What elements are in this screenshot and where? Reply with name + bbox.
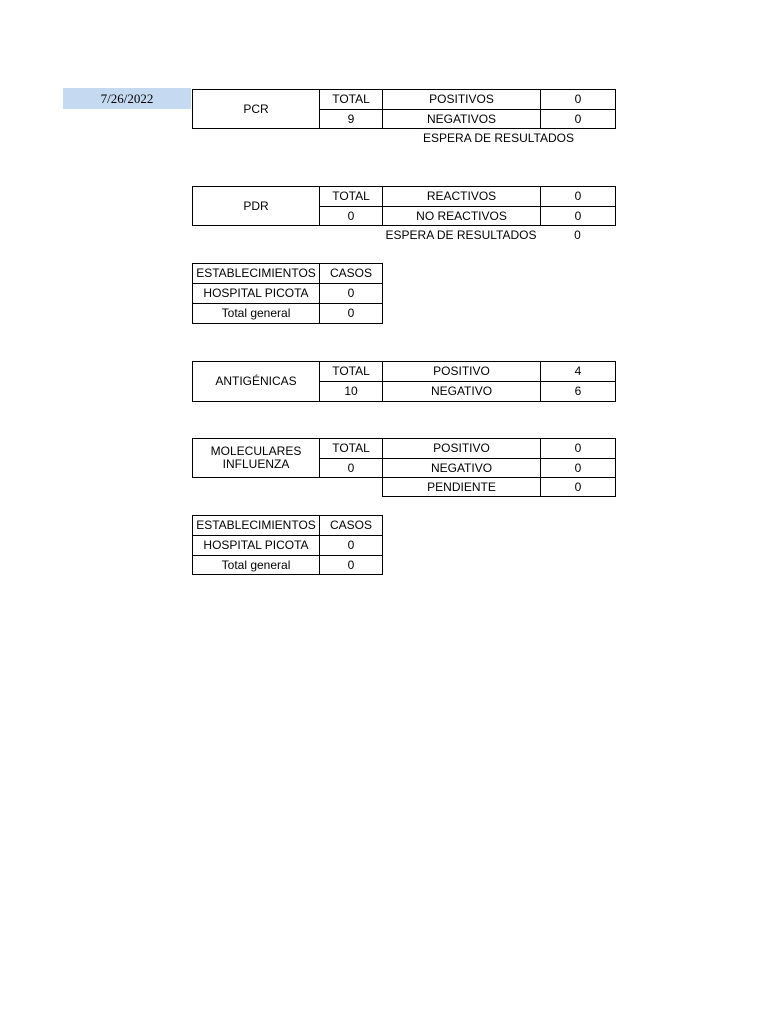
establishments-header: ESTABLECIMIENTOS bbox=[193, 516, 320, 536]
moleculares-negativo-value: 0 bbox=[541, 459, 616, 478]
moleculares-pendiente-label: PENDIENTE bbox=[383, 478, 541, 497]
report-date: 7/26/2022 bbox=[63, 88, 191, 109]
moleculares-positivo-label: POSITIVO bbox=[383, 439, 541, 459]
moleculares-positivo-value: 0 bbox=[541, 439, 616, 459]
establishments-table-2 bbox=[192, 515, 383, 575]
moleculares-negativo-label: NEGATIVO bbox=[383, 459, 541, 478]
antigenicas-negativo-label: NEGATIVO bbox=[383, 382, 541, 402]
establishment-casos: 0 bbox=[320, 304, 383, 324]
establishment-name: Total general bbox=[193, 556, 320, 575]
pdr-reactivos-value: 0 bbox=[541, 187, 616, 207]
pcr-espera-label: ESPERA DE RESULTADOS bbox=[423, 131, 574, 145]
pdr-espera-value: 0 bbox=[574, 228, 581, 242]
moleculares-pendiente-value: 0 bbox=[541, 478, 616, 497]
pdr-no-reactivos-label: NO REACTIVOS bbox=[383, 207, 541, 226]
moleculares-total-header: TOTAL bbox=[320, 439, 383, 459]
pcr-positivos-label: POSITIVOS bbox=[383, 90, 541, 110]
pcr-negativos-label: NEGATIVOS bbox=[383, 110, 541, 129]
moleculares-label-line2: INFLUENZA bbox=[222, 457, 290, 471]
pdr-espera-label: ESPERA DE RESULTADOS bbox=[385, 228, 537, 242]
establishment-name: HOSPITAL PICOTA bbox=[193, 536, 320, 556]
table-row bbox=[193, 536, 383, 556]
antigenicas-total-value: 10 bbox=[320, 382, 383, 402]
pcr-total-value: 9 bbox=[320, 110, 383, 129]
pdr-total-header: TOTAL bbox=[320, 187, 383, 207]
moleculares-label-line1: MOLECULARES bbox=[210, 444, 302, 458]
table-row bbox=[193, 304, 383, 324]
antigenicas-label: ANTIGÉNICAS bbox=[193, 362, 320, 402]
table-row bbox=[193, 556, 383, 575]
pdr-table bbox=[192, 186, 616, 226]
pdr-no-reactivos-value: 0 bbox=[541, 207, 616, 226]
antigenicas-negativo-value: 6 bbox=[541, 382, 616, 402]
establishments-table-1 bbox=[192, 263, 383, 324]
moleculares-table bbox=[192, 438, 616, 497]
establishments-header: ESTABLECIMIENTOS bbox=[193, 264, 320, 284]
table-row bbox=[193, 284, 383, 304]
pdr-reactivos-label: REACTIVOS bbox=[383, 187, 541, 207]
establishment-casos: 0 bbox=[320, 556, 383, 575]
antigenicas-positivo-value: 4 bbox=[541, 362, 616, 382]
pdr-total-value: 0 bbox=[320, 207, 383, 226]
pcr-total-header: TOTAL bbox=[320, 90, 383, 110]
pcr-negativos-value: 0 bbox=[541, 110, 616, 129]
antigenicas-total-header: TOTAL bbox=[320, 362, 383, 382]
pcr-positivos-value: 0 bbox=[541, 90, 616, 110]
establishment-casos: 0 bbox=[320, 536, 383, 556]
establishment-casos: 0 bbox=[320, 284, 383, 304]
establishment-name: Total general bbox=[193, 304, 320, 324]
casos-header: CASOS bbox=[320, 264, 383, 284]
moleculares-total-value: 0 bbox=[320, 459, 383, 478]
moleculares-label bbox=[193, 439, 320, 478]
casos-header: CASOS bbox=[320, 516, 383, 536]
antigenicas-positivo-label: POSITIVO bbox=[383, 362, 541, 382]
pdr-label: PDR bbox=[193, 187, 320, 226]
pcr-table bbox=[192, 89, 616, 129]
antigenicas-table bbox=[192, 361, 616, 402]
pcr-label: PCR bbox=[193, 90, 320, 129]
establishment-name: HOSPITAL PICOTA bbox=[193, 284, 320, 304]
